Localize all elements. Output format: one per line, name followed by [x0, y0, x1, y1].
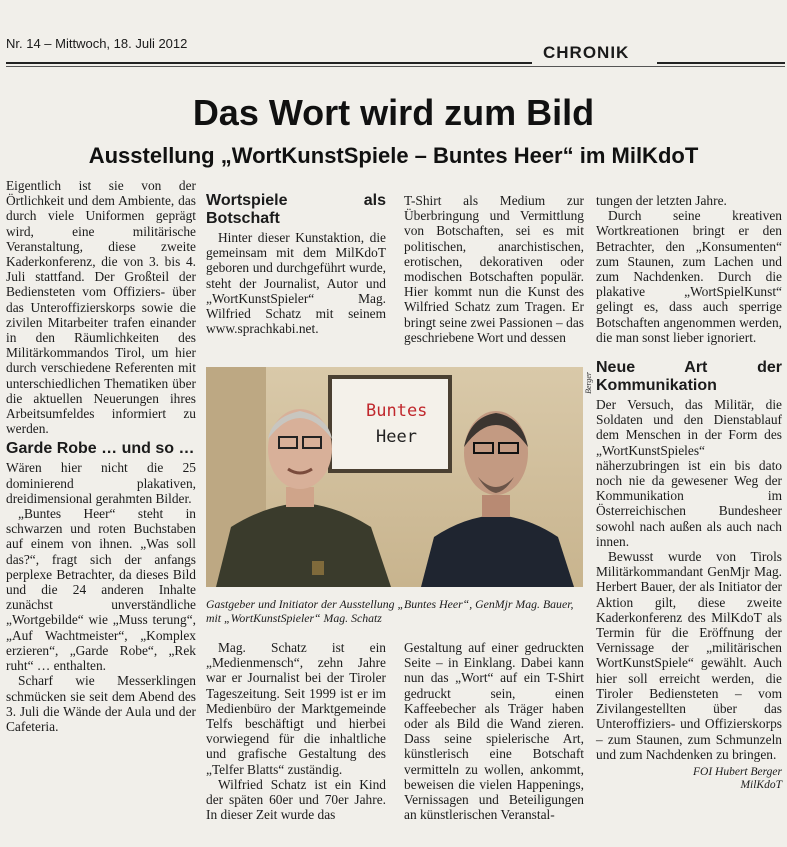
- col4-paragraph-2: Durch seine kreativen Wortkreationen bringt er den Betrachter, den „Konsumenten“ zum Staunen, zum Lachen und zum Nachdenken. Durch die plakative „WortSpielKunst“ gelingt es, dass auch sperrige Botschaften angenommen werden, die man sonst lieber ignoriert.: [596, 208, 782, 345]
- photo-credit: Berger: [584, 372, 593, 394]
- col4-heading: Neue Art der Kommunikation: [596, 359, 782, 395]
- column-2-bottom: [206, 640, 386, 822]
- col4-paragraph-1: tungen der letzten Jahre.: [596, 193, 727, 208]
- col3-paragraph-2: Gestaltung auf einer gedruckten Seite – in Einklang. Dabei kann nun das „Wort“ auf ein T-Shirt gedruckt sein, einen Kaffeebecher als Träger haben oder als Bild die Wand zieren. Dass seine spielerische Art, künstlerisch eine Botschaft vermitteln zu wollen, ankommt, beweisen die vielen Happenings, Vernissagen und Beteiligungen an künstlerischen Veranstal-: [404, 640, 584, 823]
- column-3-top: [404, 193, 584, 345]
- signoff-unit: MilKdoT: [740, 778, 782, 791]
- col2-heading: Wortspiele als Botschaft: [206, 192, 386, 227]
- col2-paragraph-1: Hinter dieser Kunstaktion, die gemeinsam mit dem MilKdoT geboren und durchgeführt wurde, steht der Journalist, Autor und „WortKunstSpieler“ Mag. Wilfried Schatz mit seinem www.sprachkabi.net.: [206, 230, 386, 337]
- photo-caption: Gastgeber und Initiator der Ausstellung „Buntes Heer“, GenMjr Mag. Bauer, mit „WortKunstSpieler“ Mag. Schatz: [206, 597, 574, 625]
- column-2-top: [206, 188, 386, 336]
- col3-paragraph-1: T-Shirt als Medium zur Überbringung und Vermittlung von Botschaften, sei es mit politischen, anarchistischen, erotischen, dekorativen oder modischen Botschaften populär. Hier kommt nun die Kunst des Wilfried Schatz zum Tragen. Er bringt seine zwei Passionen – das geschriebene Wort und dessen: [404, 193, 584, 345]
- col2-paragraph-3: Wilfried Schatz ist ein Kind der späten 60er und 70er Jahre. In dieser Zeit wurde das: [206, 776, 386, 823]
- col1-paragraph-3: „Buntes Heer“ steht in schwarzen und roten Buchstaben auf einem von ihnen. „Was soll das?“, fragt sich der anfangs perplexe Betrachter, da dieses Bild und die 24 anderen Inhalte zunächst unverständliche „Wortgebilde“ wie „Muss terung“, „Auf Wachtmeister“, „Komplex erzieren“, „Garde Robe“, „Rek ruht“ … enthalten.: [6, 506, 196, 674]
- sign-word-buntes: Buntes: [366, 401, 428, 421]
- col1-paragraph-4: Scharf wie Messerklingen schmücken sie seit dem Abend des 3. Juli die Wände der Aula und der Cafeteria.: [6, 673, 196, 734]
- col2-paragraph-2: Mag. Schatz ist ein „Medienmensch“, zehn Jahre war er Journalist bei der Tiroler Tageszeitung. Seit 1999 ist er im Medienbüro der Marktgemeinde Telfs beschäftigt und hierbei vorwiegend für die inhaltliche und grafische Gestaltung des „Telfer Blatts“ zuständig.: [206, 640, 386, 777]
- header-rule-thin: [6, 66, 785, 67]
- sign-word-heer: Heer: [376, 427, 417, 447]
- article-title: Das Wort wird zum Bild: [192, 92, 595, 133]
- col4-paragraph-4: Bewusst wurde von Tirols Militärkommandant GenMjr Mag. Herbert Bauer, der als Initiator der Aktion gilt, diese zweite Kaderkonferenz des MilKdoT als Termin für die Eröffnung der Vernissage der „militärischen WortKunstSpiele“ gewählt. Auch hier soll erreicht werden, die Tiroler Bediensteten – vom Zivilangestellten über das Unteroffiziers- und Offizierskorps – zum Staunen, zum Schmunzeln und zum Nachdenken zu bringen.: [596, 549, 782, 762]
- article-photo: [206, 367, 583, 587]
- col4-paragraph-3: Der Versuch, das Militär, die Soldaten und den Dienstablauf dem Menschen in der Form des „WortKunstSpieles“ näherzubringen ist ein bis dato noch nie da gewesener Weg der Kommunikation im Österreichischen Bundesheer sowohl nach außen als auch nach innen.: [596, 397, 782, 549]
- column-1: [6, 178, 196, 734]
- section-label: CHRONIK: [543, 43, 630, 62]
- header-rule-right: [657, 62, 785, 64]
- header-rule-left: [6, 62, 532, 64]
- photo-illustration: [206, 367, 583, 587]
- article-subtitle: Ausstellung „WortKunstSpiele – Buntes Heer“ im MilKdoT: [88, 143, 699, 168]
- column-4: [596, 193, 782, 792]
- column-3-bottom: [404, 640, 584, 822]
- col1-paragraph-1: Eigentlich ist sie von der Örtlichkeit und dem Ambiente, das durch viele Uniformen geprägt wird, eine militärische Veranstaltung, diese zweite Kaderkonferenz, die von 3. bis 4. Juli stattfand. Der Großteil der Bediensteten vom Offiziers- über das Unteroffizierskorps sowie die zivilen Mitarbeiter trafen einander in den Räumlichkeiten des Militärkommandos Tirol, um hier durch verschiedene Referenten mit unterschiedlichen Thematiken über die aktuellen Neuerungen ihres Arbeitsumfeldes informiert zu werden.: [6, 178, 196, 437]
- signoff-author: FOI Hubert Berger: [693, 765, 782, 778]
- issue-line: Nr. 14 – Mittwoch, 18. Juli 2012: [6, 36, 188, 51]
- col1-paragraph-2: Wären hier nicht die 25 dominierend plakativen, dreidimensional gerahmten Bilder.: [6, 460, 196, 506]
- col1-heading: Garde Robe … und so …: [6, 440, 195, 458]
